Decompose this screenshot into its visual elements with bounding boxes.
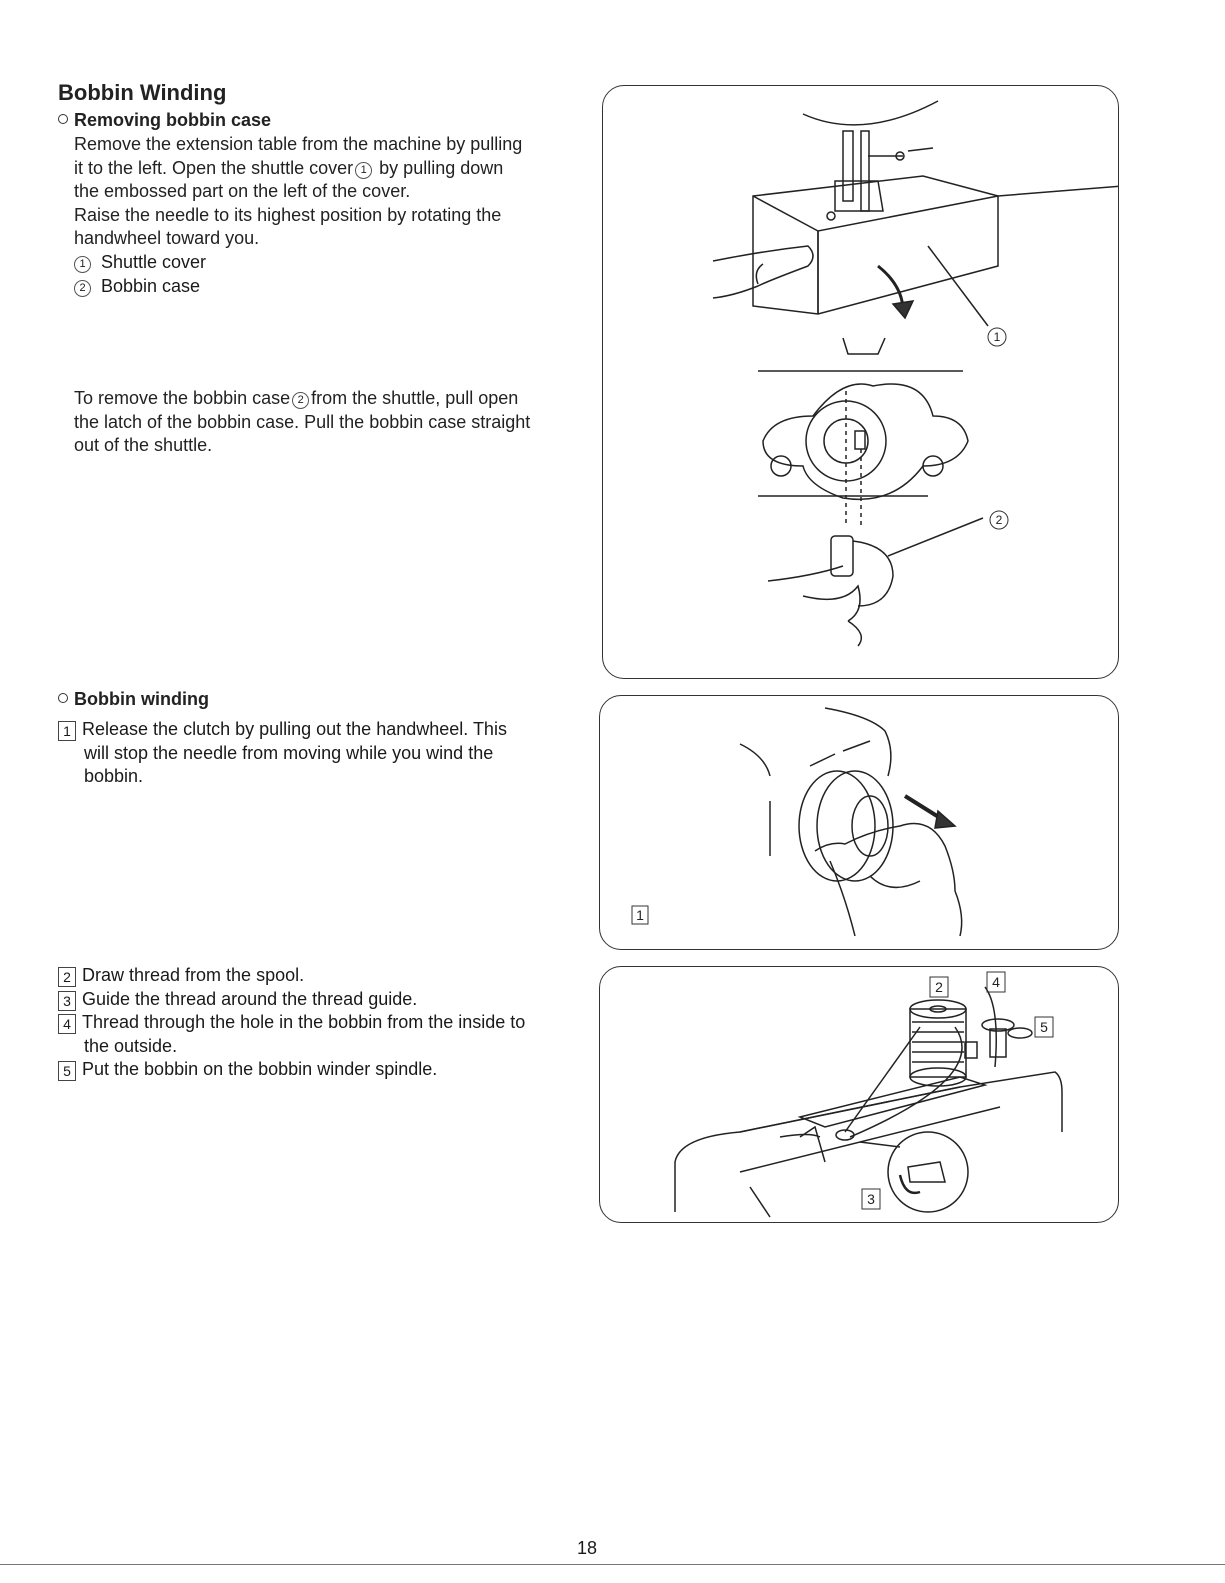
text-line: Remove the extension table from the machine by pulling: [74, 134, 523, 154]
text-fragment: from the shuttle, pull open: [311, 388, 519, 408]
text-line: the latch of the bobbin case. Pull the bobbin case straight: [74, 411, 531, 432]
steps-2-to-5: [58, 964, 618, 1082]
section-heading-bobbin-winding: [58, 689, 209, 710]
legend-item-shuttle-cover: [74, 251, 206, 275]
figure-removing-bobbin-case: [602, 85, 1119, 679]
step-number-box: 2: [58, 967, 76, 987]
step-3: [58, 988, 618, 1012]
instructions-paragraph-2: [74, 387, 594, 458]
step-number-box: 1: [58, 721, 76, 741]
text-fragment: it to the left. Open the shuttle cover: [74, 157, 354, 178]
callout-marker-1: 1: [74, 256, 91, 273]
step-number-box: 4: [58, 1014, 76, 1034]
text-line: Raise the needle to its highest position by rotating the: [74, 204, 502, 225]
page-number: 18: [577, 1538, 598, 1558]
figure-callout-4: 4: [992, 974, 1000, 990]
text-line: the embossed part on the left of the cover.: [74, 181, 411, 201]
text-line: [74, 387, 594, 411]
legend-item-bobbin-case: [74, 275, 200, 299]
text-fragment: To remove the bobbin case: [74, 388, 291, 408]
step-4: [58, 1011, 618, 1035]
step-5: [58, 1058, 618, 1082]
figure-callout-2: 2: [935, 979, 943, 995]
section-heading-text: Removing bobbin case: [74, 110, 272, 130]
figure-bobbin-winding: [599, 966, 1119, 1223]
sewing-machine-shuttle-illustration: [603, 86, 1118, 678]
callout-marker-2: 2: [74, 280, 91, 297]
bottom-rule: [0, 1564, 1225, 1565]
text-line: bobbin.: [84, 766, 144, 786]
figure-callout-2: 2: [995, 513, 1003, 527]
page-title: Bobbin Winding: [58, 80, 227, 105]
step-text: Draw thread from the spool.: [82, 965, 305, 985]
step-number-box: 5: [58, 1061, 76, 1081]
bullet-icon: [58, 114, 68, 124]
figure-callout-5: 5: [1040, 1019, 1048, 1035]
callout-marker-2: 2: [292, 392, 309, 409]
figure-callout-1: 1: [636, 907, 644, 923]
step-number-box: 3: [58, 991, 76, 1011]
step-text: Release the clutch by pulling out the handwheel. This: [82, 719, 507, 739]
step-2: [58, 964, 618, 988]
callout-marker-1: 1: [355, 162, 372, 179]
text-line: the outside.: [84, 1035, 178, 1056]
text-line: will stop the needle from moving while you wind the: [84, 742, 494, 763]
text-line: out of the shuttle.: [74, 435, 213, 455]
section-heading-removing-bobbin-case: [58, 110, 271, 131]
step-text: Thread through the hole in the bobbin from the inside to: [82, 1012, 526, 1032]
text-fragment: by pulling down: [374, 157, 504, 178]
step-text: Guide the thread around the thread guide.: [82, 988, 418, 1009]
step-text: Put the bobbin on the bobbin winder spindle.: [82, 1059, 438, 1079]
bullet-icon: [58, 693, 68, 703]
figure-release-clutch: [599, 695, 1119, 950]
legend-label: Shuttle cover: [101, 252, 207, 272]
text-line: [74, 157, 594, 181]
text-line: handwheel toward you.: [74, 228, 260, 248]
section-heading-text: Bobbin winding: [74, 689, 209, 709]
figure-callout-3: 3: [867, 1191, 875, 1207]
legend-label: Bobbin case: [101, 276, 201, 296]
step-1: [58, 718, 598, 789]
text-line: [58, 718, 598, 742]
handwheel-illustration: [600, 696, 1118, 949]
figure-callout-1: 1: [993, 330, 1001, 344]
instructions-paragraph-1: [74, 133, 594, 251]
bobbin-winder-illustration: [600, 967, 1118, 1222]
